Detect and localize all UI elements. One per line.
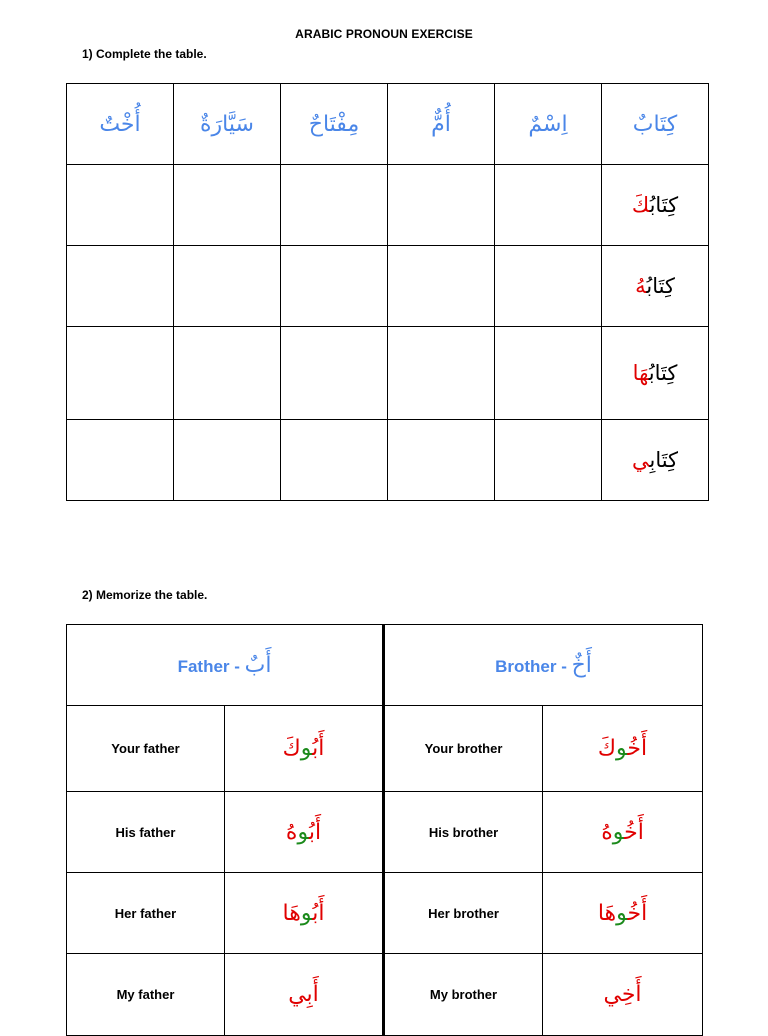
brother-header-ar: أَخٌ [571,652,592,678]
memorize-row [67,954,703,1036]
answer-cell[interactable] [281,327,388,420]
answer-cell[interactable] [388,420,495,501]
brother-ar-cell: أَخي [543,954,703,1036]
answer-cell[interactable] [495,246,602,327]
exercise-row [67,327,709,420]
memorize-header-row [67,625,703,706]
father-ar-cell: أَبُوكَ [225,706,384,792]
answer-cell[interactable] [67,420,174,501]
brother-ar-cell: أَخُوكَ [543,706,703,792]
example-word: كِتَابِي [631,448,679,472]
header-word: سَيَّارَةٌ [200,111,254,137]
example-cell [602,165,709,246]
header-word: كِتَابٌ [632,111,678,137]
answer-cell[interactable] [174,420,281,501]
memorize-row [67,873,703,954]
answer-cell[interactable] [388,165,495,246]
answer-cell[interactable] [67,327,174,420]
father-en-cell: My father [67,954,225,1036]
header-word: أُخْتٌ [99,111,141,137]
example-word: كِتَابُهَا [632,361,678,385]
header-word: مِفْتَاحٌ [308,111,360,137]
header-cell [602,84,709,165]
father-header-en: Father - [177,656,245,676]
page-title: ARABIC PRONOUN EXERCISE [295,27,473,41]
answer-cell[interactable] [281,165,388,246]
header-word: أُمٌّ [431,111,451,137]
header-word: اِسْمٌ [528,111,568,137]
header-cell [67,84,174,165]
example-word: كِتَابُكَ [631,193,679,217]
brother-en-cell: Her brother [384,873,543,954]
header-cell [281,84,388,165]
memorize-table [66,624,703,1036]
header-cell [388,84,495,165]
exercise-row [67,420,709,501]
answer-cell[interactable] [495,327,602,420]
header-cell [174,84,281,165]
answer-cell[interactable] [174,327,281,420]
example-cell [602,327,709,420]
example-cell [602,246,709,327]
header-cell [495,84,602,165]
answer-cell[interactable] [67,165,174,246]
brother-en-cell: His brother [384,792,543,873]
memorize-row [67,792,703,873]
brother-ar-cell: أَخُوهَا [543,873,703,954]
exercise-table [66,83,709,501]
father-header-ar: أَبٌ [244,652,272,678]
example-cell [602,420,709,501]
father-header [67,625,384,706]
answer-cell[interactable] [174,165,281,246]
answer-cell[interactable] [281,246,388,327]
father-ar-cell: أَبُوهَا [225,873,384,954]
answer-cell[interactable] [388,246,495,327]
answer-cell[interactable] [388,327,495,420]
exercise-header-row [67,84,709,165]
answer-cell[interactable] [281,420,388,501]
father-ar-cell: أَبي [225,954,384,1036]
father-ar-cell: أَبُوهُ [225,792,384,873]
father-en-cell: Your father [67,706,225,792]
brother-ar-cell: أَخُوهُ [543,792,703,873]
answer-cell[interactable] [495,420,602,501]
exercise-row [67,246,709,327]
example-word: كِتَابُهُ [635,274,675,298]
father-en-cell: His father [67,792,225,873]
brother-header-en: Brother - [495,656,572,676]
section-1-label: 1) Complete the table. [82,47,207,61]
brother-en-cell: Your brother [384,706,543,792]
answer-cell[interactable] [67,246,174,327]
section-2-label: 2) Memorize the table. [82,588,208,602]
memorize-row [67,706,703,792]
answer-cell[interactable] [495,165,602,246]
exercise-row [67,165,709,246]
father-en-cell: Her father [67,873,225,954]
brother-en-cell: My brother [384,954,543,1036]
brother-header [384,625,703,706]
answer-cell[interactable] [174,246,281,327]
